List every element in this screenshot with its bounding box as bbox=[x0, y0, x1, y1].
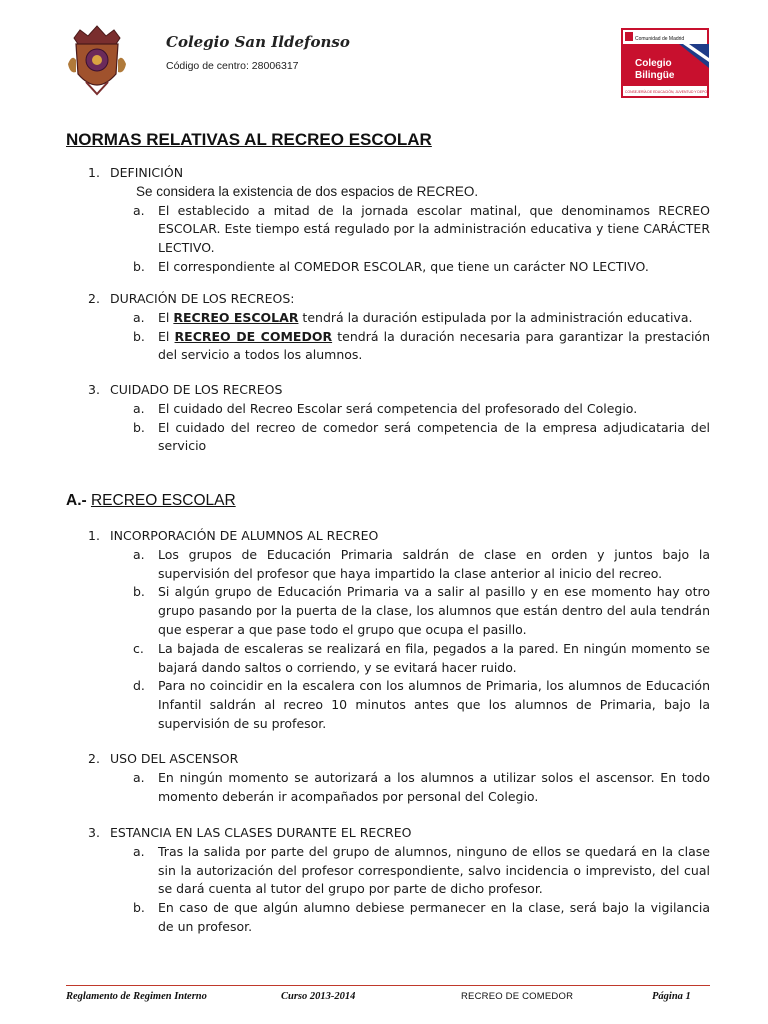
list-item: a. Los grupos de Educación Primaria saldrán de clase en orden y juntos bajo la supervisión del profesor que haya impartido la clase anterior al inicio del recreo. bbox=[133, 546, 710, 581]
school-code: Código de centro: 28006317 bbox=[166, 60, 299, 72]
list-item: a. El RECREO ESCOLAR tendrá la duración estipulada por la administración educativa. bbox=[133, 309, 693, 325]
list-item: a. El cuidado del Recreo Escolar será competencia del profesorado del Colegio. bbox=[133, 400, 638, 416]
badge-subtext: CONSEJERÍA DE EDUCACIÓN, JUVENTUD Y DEPORTE bbox=[625, 90, 709, 94]
document-title: NORMAS RELATIVAS AL RECREO ESCOLAR bbox=[66, 130, 432, 149]
item-heading: ESTANCIA EN LAS CLASES DURANTE EL RECREO bbox=[110, 825, 412, 840]
list-item: b. Si algún grupo de Educación Primaria va a salir al pasillo y en ese momento hay otro grupo pasando por la puerta de la clase, los alumnos que están dentro del aula tendrán que esperar a que pase todo el grupo que ocupa el pasillo. bbox=[133, 584, 710, 637]
list-item: b. El cuidado del recreo de comedor será competencia de la empresa adjudicataria del servicio bbox=[133, 419, 710, 454]
list-item: b. El RECREO DE COMEDOR tendrá la duración necesaria para garantizar la prestación del servicio a todos los alumnos. bbox=[133, 328, 710, 363]
item-heading: DEFINICIÓN bbox=[110, 165, 184, 180]
footer-section: RECREO DE COMEDOR bbox=[461, 991, 574, 1002]
footer-rule bbox=[66, 985, 710, 986]
school-name: Colegio San Ildefonso bbox=[166, 33, 350, 51]
school-crest-logo bbox=[66, 24, 128, 98]
list-item: c. La bajada de escaleras se realizará en fila, pegados a la pared. En ningún momento se bajará dando saltos o corriendo, y se evitará hacer ruido. bbox=[133, 640, 710, 675]
item-heading: USO DEL ASCENSOR bbox=[110, 751, 239, 766]
duration-rules bbox=[88, 290, 710, 365]
bilingual-school-badge bbox=[621, 28, 709, 98]
badge-line2: Bilingüe bbox=[635, 70, 675, 81]
list-item: a. En ningún momento se autorizará a los alumnos a utilizar solos el ascensor. En todo momento deberán ir acompañados por personal del Colegio. bbox=[133, 769, 710, 804]
footer-course: Curso 2013-2014 bbox=[281, 991, 356, 1002]
item-number: 2. bbox=[88, 751, 100, 766]
footer-document-name: Reglamento de Regimen Interno bbox=[66, 991, 207, 1002]
list-item: b. En caso de que algún alumno debiese permanecer en la clase, será bajo la vigilancia de un profesor. bbox=[133, 900, 710, 934]
item-number: 3. bbox=[88, 825, 100, 840]
section-definition bbox=[88, 164, 710, 183]
section-elevator bbox=[88, 750, 710, 769]
section-a-title: A.- RECREO ESCOLAR bbox=[66, 492, 236, 509]
item-number: 1. bbox=[88, 165, 100, 180]
section-supervision bbox=[88, 381, 710, 400]
list-item: a. El establecido a mitad de la jornada escolar matinal, que denominamos RECREO ESCOLAR. Este tiempo está regulado por la administración educativa y tiene CARÁCTER LECTIVO. bbox=[133, 202, 710, 256]
list-item: b. El correspondiente al COMEDOR ESCOLAR, que tiene un carácter NO LECTIVO. bbox=[133, 258, 649, 274]
item-number: 3. bbox=[88, 382, 100, 397]
supervision-rules bbox=[88, 381, 710, 456]
footer-page-number: Página 1 bbox=[652, 991, 691, 1002]
item-heading: DURACIÓN DE LOS RECREOS: bbox=[110, 291, 295, 306]
item-number: 1. bbox=[88, 528, 100, 543]
section-entry bbox=[88, 527, 710, 546]
definition-lead: Se considera la existencia de dos espacios de RECREO. bbox=[136, 183, 479, 199]
list-item: a. Tras la salida por parte del grupo de alumnos, ninguno de ellos se quedará en la clase sin la autorización del profesor correspondiente, salvo incidencia o imprevisto, del cual se dará cuenta al tutor del grupo por parte de dicho profesor. bbox=[133, 843, 710, 897]
badge-line1: Colegio bbox=[635, 58, 672, 69]
item-number: 2. bbox=[88, 291, 100, 306]
list-item: d. Para no coincidir en la escalera con los alumnos de Primaria, los alumnos de Educación Infantil saldrán al recreo 10 minutos antes que los alumnos de Primaria, bajo la supervisión de su profesor. bbox=[133, 678, 710, 731]
section-duration bbox=[88, 290, 710, 309]
badge-region: Comunidad de Madrid bbox=[635, 36, 685, 42]
item-heading: CUIDADO DE LOS RECREOS bbox=[110, 382, 283, 397]
section-classroom bbox=[88, 824, 710, 843]
recess-entry-rules bbox=[88, 527, 710, 734]
item-heading: INCORPORACIÓN DE ALUMNOS AL RECREO bbox=[110, 528, 379, 543]
classroom-stay-rules bbox=[88, 824, 710, 937]
elevator-rules bbox=[88, 750, 710, 806]
general-rules bbox=[88, 164, 710, 277]
